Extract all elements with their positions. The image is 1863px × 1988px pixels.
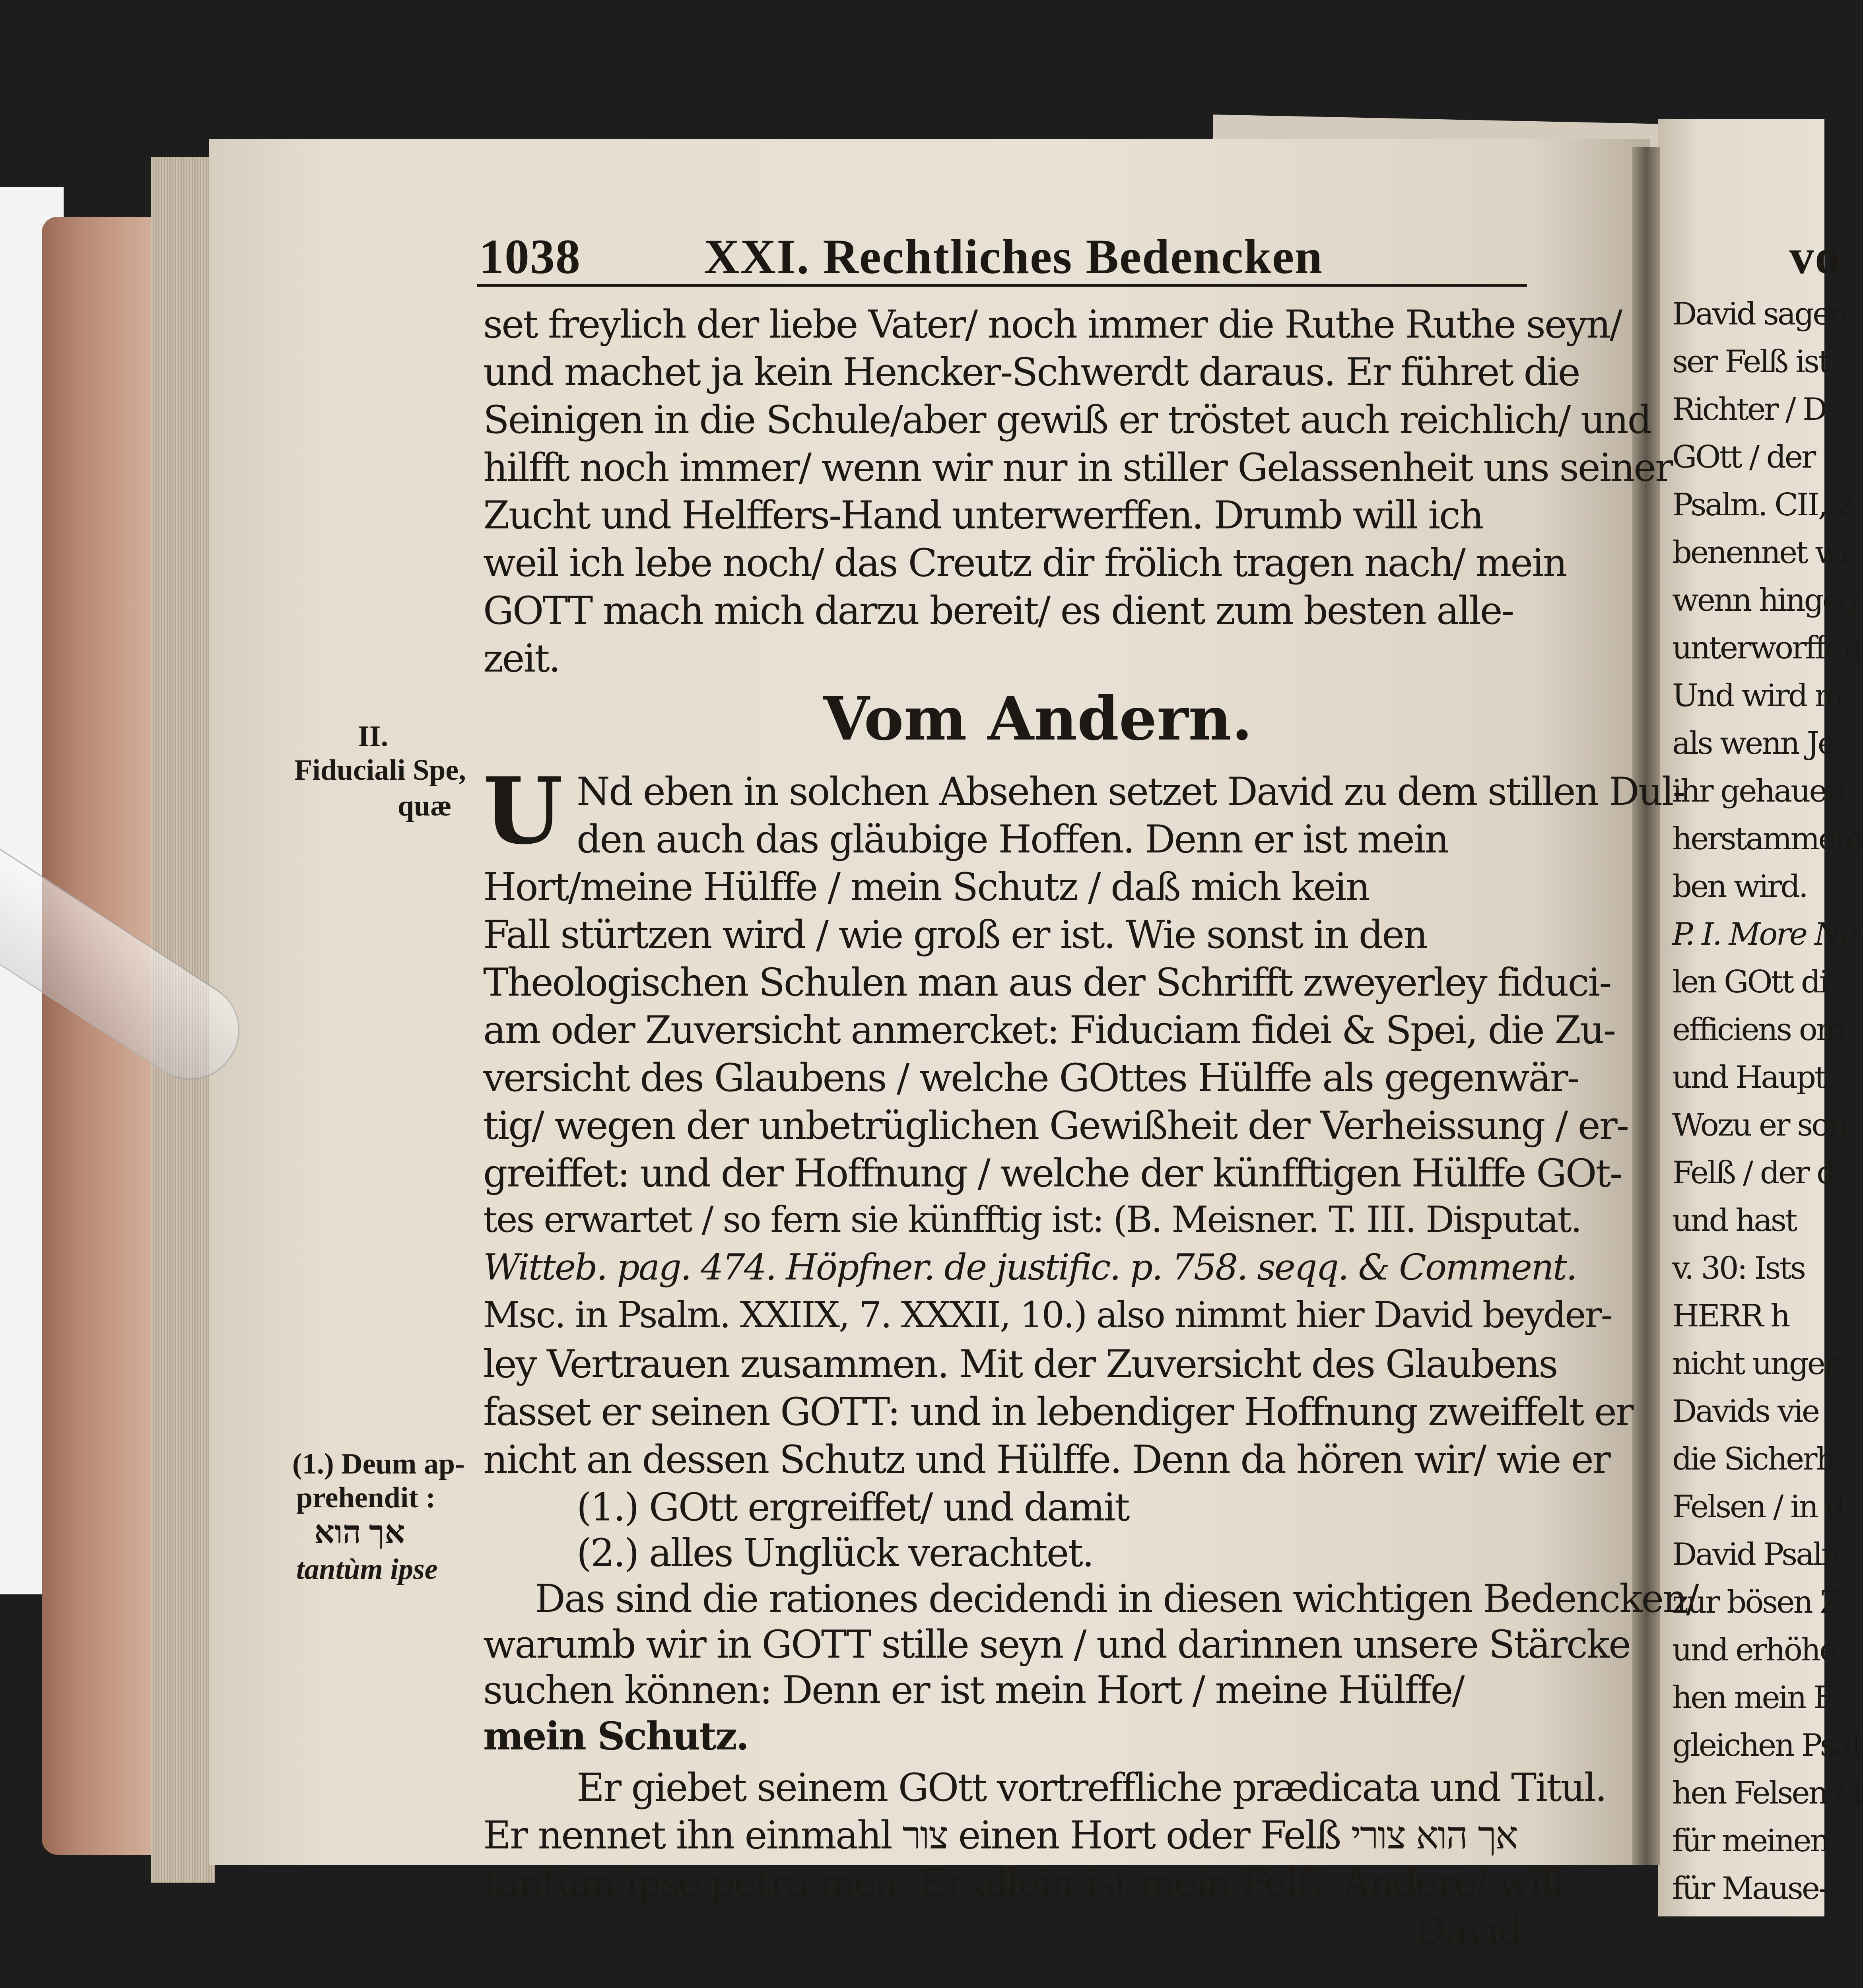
text-line: tantùm ipse petra mea: Er allein ist mein Felß. Andere/ will: [483, 1861, 1563, 1905]
drop-cap: U: [483, 757, 563, 865]
margin-note: tantùm ipse: [296, 1553, 438, 1586]
text-line: zeit.: [483, 636, 560, 681]
text-line: hilfft noch immer/ wenn wir nur in stiller Gelassenheit uns seiner: [483, 445, 1672, 490]
text-line: Theologischen Schulen man aus der Schrifft zweyerley fiduci-: [483, 960, 1611, 1005]
facing-line: nicht unger: [1672, 1346, 1838, 1382]
facing-line: ben wird.: [1672, 869, 1807, 905]
text-line: Er giebet seinem GOtt vortreffliche prædicata und Titul.: [577, 1765, 1606, 1810]
facing-line: wenn hingeg: [1672, 582, 1857, 618]
text-line: Hort/meine Hülffe / mein Schutz / daß mich kein: [483, 865, 1369, 909]
text-line: und machet ja kein Hencker-Schwerdt daraus. Er führet die: [483, 350, 1579, 394]
catchword: David: [1416, 1908, 1521, 1953]
text-line: greiffet: und der Hoffnung / welche der künfftigen Hülffe GOt-: [483, 1151, 1622, 1196]
text-line: fasset er seinen GOTT: und in lebendiger Hoffnung zweiffelt er: [483, 1390, 1633, 1434]
margin-note: אך הוא: [314, 1515, 405, 1550]
facing-line: Psalm. CII, 2: [1672, 487, 1853, 523]
facing-line: herstammete: [1672, 821, 1863, 857]
text-line: am oder Zuversicht anmercket: Fiduciam fidei & Spei, die Zu-: [483, 1008, 1615, 1052]
facing-line: für Mause-: [1672, 1871, 1828, 1906]
running-title: XXI. Rechtliches Bedencken: [704, 229, 1323, 284]
margin-note: Fiduciali Spe,: [294, 754, 466, 786]
text-line: Fall stürtzen wird / wie groß er ist. Wie sonst in den: [483, 912, 1427, 957]
header-rule: [477, 284, 1527, 287]
facing-line: ser Felß ist: [1672, 344, 1829, 380]
text-line: Er nennet ihn einmahl צור einen Hort oder Felß אך הוא צורי: [483, 1813, 1517, 1858]
facing-page-header: vo: [1789, 229, 1840, 284]
margin-note: prehendit :: [296, 1481, 436, 1514]
text-line: ley Vertrauen zusammen. Mit der Zuversicht des Glaubens: [483, 1342, 1557, 1386]
facing-line: für meinen: [1672, 1823, 1828, 1859]
facing-line: P. I. More Ne: [1672, 916, 1857, 952]
facing-line: David sagen: [1672, 296, 1848, 332]
text-line: GOTT mach mich darzu bereit/ es dient zum besten alle-: [483, 588, 1513, 633]
text-line: nicht an dessen Schutz und Hülffe. Denn da hören wir/ wie er: [483, 1437, 1610, 1482]
facing-line: hen Felsen / t: [1672, 1775, 1863, 1811]
facing-line: und erhöhe: [1672, 1632, 1836, 1668]
facing-line: und Haupt: [1672, 1060, 1826, 1095]
facing-line: benennet wi: [1672, 535, 1848, 571]
facing-line: Felsen / in d: [1672, 1489, 1844, 1525]
facing-line: ihr gehauen: [1672, 773, 1844, 809]
text-line: Msc. in Psalm. XXIIX, 7. XXXII, 10.) also nimmt hier David beyder-: [483, 1294, 1612, 1336]
facing-line: Und wird m: [1672, 678, 1843, 714]
facing-line: gleichen Psal: [1672, 1728, 1859, 1763]
facing-line: die Sicherh: [1672, 1441, 1834, 1477]
page-number: 1038: [479, 229, 581, 284]
text-line: mein Schutz.: [483, 1714, 748, 1759]
text-line: Witteb. pag. 474. Höpfner. de justific. p. 758. seqq. & Comment.: [483, 1246, 1576, 1288]
facing-line: HERR h: [1672, 1298, 1789, 1334]
text-line: tig/ wegen der unbetrüglichen Gewißheit der Verheissung / er-: [483, 1103, 1628, 1148]
text-line: Zucht und Helffers-Hand unterwerffen. Drumb will ich: [483, 493, 1483, 538]
facing-line: Richter / D: [1672, 392, 1826, 427]
text-line: (2.) alles Unglück verachtet.: [577, 1531, 1093, 1575]
text-line: versicht des Glaubens / welche GOttes Hülffe als gegenwär-: [483, 1056, 1579, 1100]
facing-line: zur bösen Z: [1672, 1584, 1840, 1620]
facing-line: Felß / der d: [1672, 1155, 1835, 1191]
facing-line: unterworffen: [1672, 630, 1860, 666]
text-line: suchen können: Denn er ist mein Hort / meine Hülffe/: [483, 1668, 1464, 1712]
text-line: (1.) GOtt ergreiffet/ und damit: [577, 1485, 1129, 1530]
facing-line: Wozu er son: [1672, 1107, 1847, 1143]
text-line: Das sind die rationes decidendi in diesen wichtigen Bedencken/: [535, 1576, 1698, 1621]
text-line: weil ich lebe noch/ das Creutz dir frölich tragen nach/ mein: [483, 541, 1566, 585]
section-heading: Vom Andern.: [823, 684, 1253, 754]
facing-line: Davids vie: [1672, 1394, 1818, 1429]
text-line: den auch das gläubige Hoffen. Denn er ist mein: [577, 817, 1448, 862]
margin-note: (1.) Deum ap-: [292, 1448, 465, 1480]
text-line: Seinigen in die Schule/aber gewiß er tröstet auch reichlich/ und: [483, 398, 1651, 442]
text-line: warumb wir in GOTT stille seyn / und darinnen unsere Stärcke: [483, 1622, 1630, 1667]
margin-note: quæ: [398, 790, 452, 822]
text-line: tes erwartet / so fern sie künfftig ist: (B. Meisner. T. III. Disputat.: [483, 1199, 1581, 1241]
facing-line: efficiens om: [1672, 1012, 1844, 1048]
facing-line: David Psaln: [1672, 1537, 1840, 1573]
margin-note: II.: [358, 720, 389, 753]
facing-line: hen mein F: [1672, 1680, 1834, 1716]
facing-line: als wenn Je: [1672, 726, 1834, 761]
text-line: set freylich der liebe Vater/ noch immer die Ruthe Ruthe seyn/: [483, 302, 1622, 347]
facing-line: v. 30: Ists: [1672, 1250, 1805, 1286]
facing-line: und hast: [1672, 1203, 1796, 1239]
facing-line: len GOtt di: [1672, 964, 1828, 1000]
text-line: Nd eben in solchen Absehen setzet David zu dem stillen Dul-: [577, 769, 1684, 814]
facing-line: GOtt / der: [1672, 439, 1815, 475]
